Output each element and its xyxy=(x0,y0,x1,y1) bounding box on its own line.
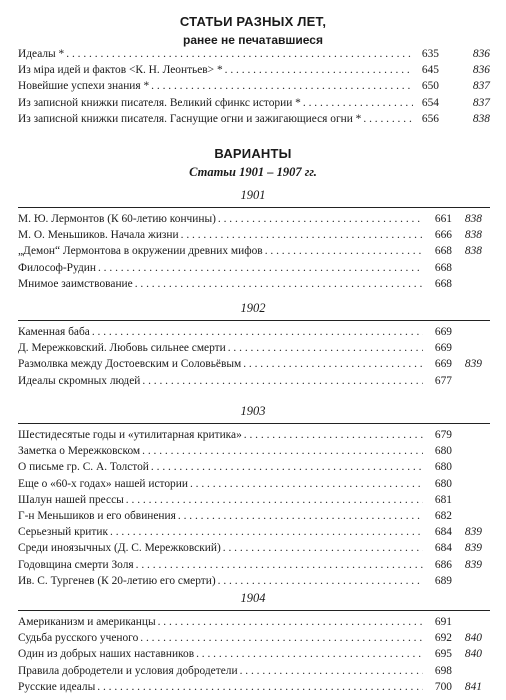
dot-leader xyxy=(218,574,423,589)
dot-leader xyxy=(228,341,423,356)
toc-entry xyxy=(18,325,490,340)
entry-page-number: 666 xyxy=(434,229,452,242)
entry-note-number: 840 xyxy=(464,648,482,661)
entry-note-number: 836 xyxy=(472,48,490,60)
entry-title: Еще о «60-х годах» нашей истории xyxy=(18,477,188,490)
entry-leader xyxy=(18,664,423,679)
entry-leader xyxy=(18,525,423,540)
entry-note-number: 838 xyxy=(472,112,490,125)
toc-entry xyxy=(18,493,490,508)
entry-page-number: 691 xyxy=(434,616,452,628)
entry-page-number: 680 xyxy=(434,461,452,474)
toc-entry xyxy=(18,261,490,276)
entry-page-number: 698 xyxy=(434,664,452,677)
entry-page-number: 689 xyxy=(434,574,452,587)
entry-leader xyxy=(18,228,423,243)
entry-note-number: 838 xyxy=(464,245,482,258)
toc-entry xyxy=(18,631,490,646)
entry-leader xyxy=(18,444,423,459)
year-heading: 1902 xyxy=(240,301,266,315)
section-rule xyxy=(18,423,490,424)
dot-leader xyxy=(265,244,423,259)
dot-leader xyxy=(98,261,423,276)
entry-title: Идеалы * xyxy=(18,48,65,60)
entry-note-number: 836 xyxy=(472,64,490,77)
entry-page-number: 692 xyxy=(434,632,452,645)
entry-page-number: 686 xyxy=(434,558,452,571)
entry-page-number: 700 xyxy=(434,680,452,693)
entry-title: Судьба русского ученого xyxy=(18,632,139,645)
entry-leader xyxy=(18,647,423,662)
section-rule xyxy=(18,320,490,321)
dot-leader xyxy=(142,444,423,459)
entry-leader xyxy=(18,541,423,556)
toc-entry xyxy=(18,680,490,695)
entry-title: О письме гр. С. А. Толстой xyxy=(18,461,149,474)
entry-title: М. Ю. Лермонтов (К 60-летию кончины) xyxy=(18,213,216,225)
entry-leader xyxy=(18,96,413,111)
dot-leader xyxy=(110,525,423,540)
year-heading: 1903 xyxy=(240,404,266,418)
entry-title: Русские идеалы xyxy=(18,680,96,693)
entry-page-number: 669 xyxy=(434,358,452,371)
toc-entry xyxy=(18,541,490,556)
entry-note-number: 841 xyxy=(464,680,482,693)
entry-leader xyxy=(18,47,413,62)
entry-leader xyxy=(18,428,423,443)
variants-subtitle: Статьи 1901 – 1907 гг. xyxy=(189,165,317,179)
entry-page-number: 680 xyxy=(434,445,452,458)
entry-page-number: 669 xyxy=(434,342,452,355)
entry-title: Идеалы скромных людей xyxy=(18,374,141,387)
toc-entry xyxy=(18,96,490,111)
entry-title: Каменная баба xyxy=(18,326,90,338)
entry-leader xyxy=(18,63,413,78)
toc-entry xyxy=(18,112,490,127)
dot-leader xyxy=(136,558,423,573)
toc-entry xyxy=(18,47,490,62)
entry-title: Новейшие успехи знания * xyxy=(18,80,150,93)
section-rule xyxy=(18,207,490,208)
entry-leader xyxy=(18,631,423,646)
entry-page-number: 679 xyxy=(434,429,452,441)
entry-title: Американизм и американцы xyxy=(18,616,156,628)
entry-leader xyxy=(18,574,423,589)
variants-title: ВАРИАНТЫ xyxy=(214,146,292,161)
entry-leader xyxy=(18,79,413,94)
dot-leader xyxy=(218,212,423,227)
section-subtitle: ранее не печатавшиеся xyxy=(183,33,323,47)
entry-title: Шестидесятые годы и «утилитарная критика» xyxy=(18,429,242,441)
entry-title: Один из добрых наших наставников xyxy=(18,648,195,661)
entry-page-number: 645 xyxy=(421,64,439,77)
entry-leader xyxy=(18,374,423,389)
entry-title: „Демон“ Лермонтова в окружении древних мифов xyxy=(18,245,263,258)
dot-leader xyxy=(126,493,423,508)
dot-leader xyxy=(135,277,423,292)
entry-page-number: 684 xyxy=(434,542,452,555)
dot-leader xyxy=(244,428,423,443)
entry-note-number: 840 xyxy=(464,632,482,645)
entry-leader xyxy=(18,460,423,475)
entry-note-number: 839 xyxy=(464,526,482,539)
entry-note-number: 838 xyxy=(464,229,482,242)
toc-entry xyxy=(18,63,490,78)
entry-leader xyxy=(18,244,423,259)
toc-entry xyxy=(18,525,490,540)
toc-entry xyxy=(18,664,490,679)
entry-title: Мнимое заимствование xyxy=(18,277,133,290)
toc-entry xyxy=(18,277,490,292)
entry-leader xyxy=(18,341,423,356)
year-heading: 1901 xyxy=(240,188,266,202)
entry-title: М. О. Меньшиков. Начала жизни xyxy=(18,229,179,242)
entry-page-number: 668 xyxy=(434,261,452,274)
toc-entry xyxy=(18,647,490,662)
entry-page-number: 661 xyxy=(434,213,452,225)
toc-entry xyxy=(18,79,490,94)
entry-leader xyxy=(18,277,423,292)
dot-leader xyxy=(151,460,423,475)
entry-title: Годовщина смерти Золя xyxy=(18,558,134,571)
entry-note-number: 839 xyxy=(464,542,482,555)
entry-note-number: 837 xyxy=(472,96,490,109)
toc-entry xyxy=(18,574,490,589)
entry-title: Из записной книжки писателя. Гаснущие огни и зажигающиеся огни * xyxy=(18,112,362,125)
toc-entry xyxy=(18,428,490,443)
dot-leader xyxy=(181,228,423,243)
entry-page-number: 681 xyxy=(434,493,452,506)
entry-page-number: 677 xyxy=(434,374,452,387)
entry-page-number: 669 xyxy=(434,326,452,338)
entry-leader xyxy=(18,680,423,695)
entry-leader xyxy=(18,493,423,508)
toc-entry xyxy=(18,444,490,459)
dot-leader xyxy=(243,357,423,372)
dot-leader xyxy=(363,112,413,127)
entry-page-number: 650 xyxy=(421,80,439,93)
entry-leader xyxy=(18,112,413,127)
entry-title: Правила добродетели и условия добродетели xyxy=(18,664,238,677)
entry-leader xyxy=(18,212,423,227)
entry-title: Среди иноязычных (Д. С. Мережковский) xyxy=(18,542,221,555)
toc-entry xyxy=(18,357,490,372)
section-rule xyxy=(18,610,490,611)
entry-page-number: 656 xyxy=(421,112,439,125)
dot-leader xyxy=(140,631,423,646)
entry-page-number: 695 xyxy=(434,648,452,661)
dot-leader xyxy=(223,541,423,556)
dot-leader xyxy=(240,664,423,679)
toc-entry xyxy=(18,460,490,475)
year-heading: 1904 xyxy=(240,591,266,605)
toc-entry xyxy=(18,509,490,524)
entry-leader xyxy=(18,477,423,492)
entry-page-number: 682 xyxy=(434,510,452,522)
dot-leader xyxy=(190,477,423,492)
entry-title: Из міра идей и фактов <К. Н. Леонтьев> * xyxy=(18,64,223,77)
entry-leader xyxy=(18,509,423,524)
dot-leader xyxy=(303,96,413,111)
entry-page-number: 654 xyxy=(421,96,439,109)
dot-leader xyxy=(178,509,423,524)
dot-leader xyxy=(97,680,423,695)
entry-title: Шалун нашей прессы xyxy=(18,493,124,506)
toc-entry xyxy=(18,615,490,630)
dot-leader xyxy=(142,374,423,389)
toc-entry xyxy=(18,558,490,573)
entry-title: Серьезный критик xyxy=(18,526,109,539)
entry-leader xyxy=(18,325,423,340)
entry-title: Философ-Рудин xyxy=(18,261,96,274)
toc-entry xyxy=(18,212,490,227)
toc-entry xyxy=(18,244,490,259)
entry-page-number: 635 xyxy=(421,48,439,60)
entry-note-number: 838 xyxy=(464,213,482,225)
entry-title: Размолвка между Достоевским и Соловьёвым xyxy=(18,358,242,371)
section-title: СТАТЬИ РАЗНЫХ ЛЕТ, xyxy=(179,14,327,29)
entry-title: Заметка о Мережковском xyxy=(18,445,141,458)
entry-title: Д. Мережковский. Любовь сильнее смерти xyxy=(18,342,226,355)
entry-note-number: 839 xyxy=(464,358,482,371)
entry-leader xyxy=(18,558,423,573)
dot-leader xyxy=(225,63,413,78)
entry-leader xyxy=(18,261,423,276)
toc-entry xyxy=(18,477,490,492)
toc-entry xyxy=(18,341,490,356)
entry-page-number: 668 xyxy=(434,277,452,290)
entry-title: Ив. С. Тургенев (К 20-летию его смерти) xyxy=(18,574,216,587)
dot-leader xyxy=(196,647,423,662)
entry-page-number: 684 xyxy=(434,526,452,539)
dot-leader xyxy=(158,615,423,630)
toc-entry xyxy=(18,374,490,389)
toc-entry xyxy=(18,228,490,243)
dot-leader xyxy=(92,325,423,340)
dot-leader xyxy=(151,79,413,94)
entry-title: Из записной книжки писателя. Великий сфинкс истории * xyxy=(18,96,301,109)
entry-leader xyxy=(18,357,423,372)
entry-note-number: 839 xyxy=(464,558,482,571)
dot-leader xyxy=(66,47,413,62)
entry-leader xyxy=(18,615,423,630)
entry-note-number: 837 xyxy=(472,80,490,93)
entry-page-number: 668 xyxy=(434,245,452,258)
entry-title: Г-н Меньшиков и его обвинения xyxy=(18,510,176,522)
entry-page-number: 680 xyxy=(434,477,452,490)
